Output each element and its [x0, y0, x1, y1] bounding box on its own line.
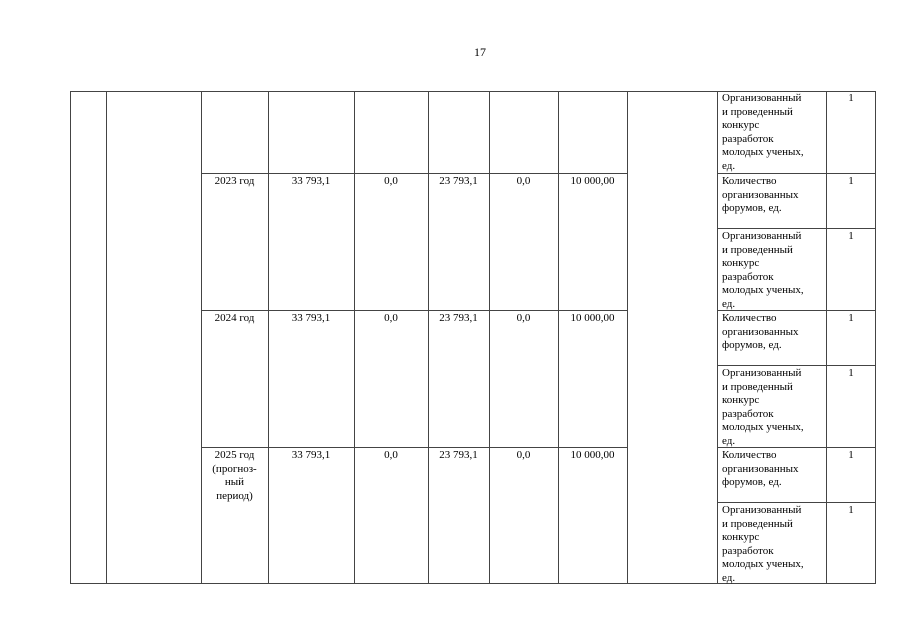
indicator-name: Количество организованных форумов, ед. — [722, 312, 799, 351]
amount-cell: 23 793,1 — [439, 449, 478, 461]
total-cell: 33 793,1 — [291, 175, 331, 187]
total-cell: 33 793,1 — [291, 312, 331, 324]
row-border — [201, 310, 628, 311]
indicator-value: 1 — [848, 504, 854, 516]
col-border — [106, 91, 107, 584]
col-border — [717, 91, 718, 584]
budget-table — [70, 91, 876, 584]
col-border — [70, 91, 71, 584]
amount-cell: 0,0 — [516, 312, 531, 324]
amount-cell: 0,0 — [384, 175, 398, 187]
indicator-name: Количество организованных форумов, ед. — [722, 175, 799, 214]
row-border — [717, 365, 876, 366]
indicator-value: 1 — [848, 449, 854, 461]
page-number: 17 — [474, 45, 486, 59]
indicator-name: Организованный и проведенный конкурс разработок молодых ученых, ед. — [722, 230, 804, 310]
year-cell: 2025 год (прогноз- ный период) — [212, 449, 257, 502]
col-border — [558, 91, 559, 584]
col-border — [268, 91, 269, 584]
indicator-value: 1 — [848, 312, 854, 324]
col-border — [627, 91, 628, 584]
year-cell: 2024 год — [214, 312, 255, 324]
year-cell: 2023 год — [214, 175, 255, 187]
col-border — [428, 91, 429, 584]
amount-cell: 23 793,1 — [439, 312, 478, 324]
row-border — [717, 228, 876, 229]
col-border — [489, 91, 490, 584]
row-border — [717, 173, 876, 174]
col-border — [354, 91, 355, 584]
indicator-name: Количество организованных форумов, ед. — [722, 449, 799, 488]
indicator-value: 1 — [848, 230, 854, 242]
amount-cell: 10 000,00 — [570, 312, 615, 324]
indicator-value: 1 — [848, 92, 854, 104]
indicator-value: 1 — [848, 175, 854, 187]
indicator-value: 1 — [848, 367, 854, 379]
amount-cell: 0,0 — [384, 449, 398, 461]
total-cell: 33 793,1 — [291, 449, 331, 461]
indicator-name: Организованный и проведенный конкурс разработок молодых ученых, ед. — [722, 367, 804, 447]
row-border — [717, 502, 876, 503]
amount-cell: 23 793,1 — [439, 175, 478, 187]
amount-cell: 10 000,00 — [570, 175, 615, 187]
amount-cell: 0,0 — [516, 449, 531, 461]
row-border — [201, 447, 628, 448]
indicator-name: Организованный и проведенный конкурс разработок молодых ученых, ед. — [722, 92, 804, 172]
amount-cell: 0,0 — [516, 175, 531, 187]
amount-cell: 0,0 — [384, 312, 398, 324]
row-border — [201, 173, 628, 174]
col-border — [201, 91, 202, 584]
indicator-name: Организованный и проведенный конкурс разработок молодых ученых, ед. — [722, 504, 804, 584]
amount-cell: 10 000,00 — [570, 449, 615, 461]
